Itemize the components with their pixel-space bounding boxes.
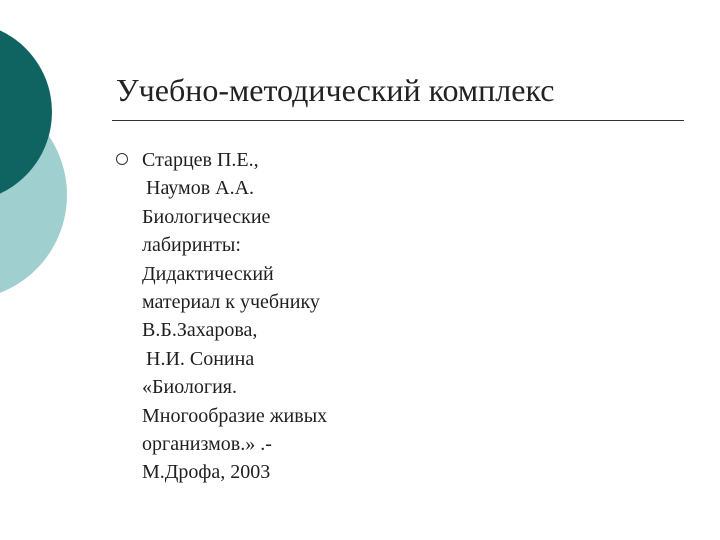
entry-line: лабиринты: — [142, 234, 241, 257]
entry-line: Дидактический — [142, 262, 274, 285]
hollow-circle-bullet-icon — [116, 153, 128, 165]
entry-line: Биологические — [142, 205, 271, 228]
corner-decoration — [0, 0, 90, 300]
entry-line: М.Дрофа, 2003 — [142, 461, 271, 484]
entry-line: Многообразие живых — [142, 404, 328, 427]
title-divider — [112, 120, 684, 121]
entry-line: Н.И. Сонина — [146, 347, 255, 370]
entry-line: материал к учебнику — [142, 291, 320, 314]
bibliography-entry — [142, 146, 472, 487]
entry-line: В.Б.Захарова, — [142, 319, 258, 342]
entry-line: Наумов А.А. — [146, 177, 255, 200]
teal-circles-graphic — [0, 0, 90, 300]
entry-line: Старцев П.Е., — [142, 149, 259, 171]
entry-line: организмов.» .- — [142, 433, 272, 456]
slide-title: Учебно-методический комплекс — [116, 72, 555, 108]
entry-line: «Биология. — [142, 376, 238, 399]
